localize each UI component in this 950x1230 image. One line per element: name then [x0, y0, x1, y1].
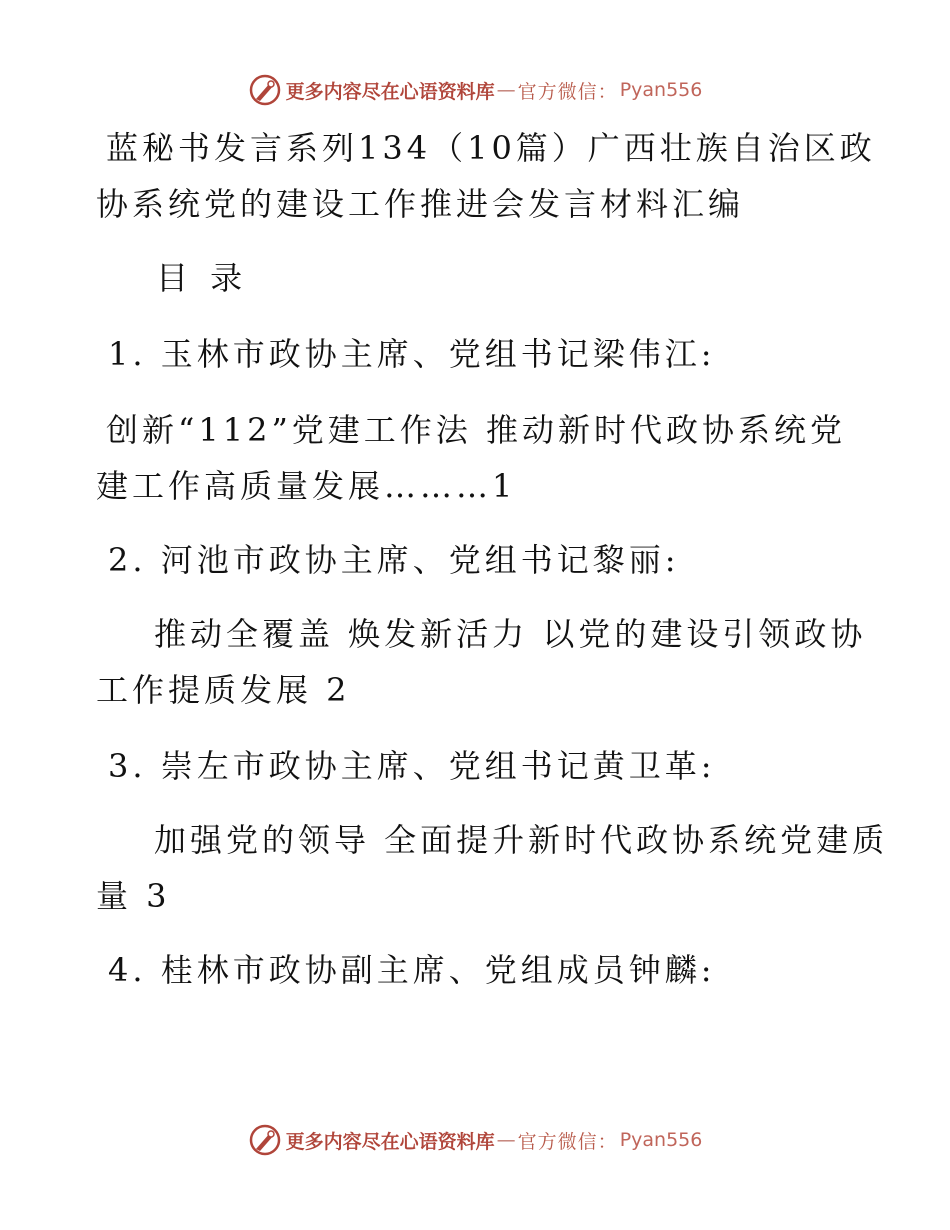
toc-item-2-title-line-2: 工作提质发展 2 — [96, 671, 351, 709]
toc-item-2-title-line-1: 推动全覆盖 焕发新活力 以党的建设引领政协 — [154, 615, 867, 653]
banner-label: 官方微信： — [517, 1130, 618, 1153]
watermark-banner-bottom — [0, 1120, 950, 1160]
banner-brand: 更多内容尽在心语资料库 — [285, 1130, 495, 1153]
toc-item-3-title-line-1: 加强党的领导 全面提升新时代政协系统党建质 — [154, 821, 889, 859]
toc-heading: 目 录 — [156, 259, 249, 297]
banner-separator: — — [496, 1129, 516, 1151]
banner-wechat-id: Pyan556 — [619, 79, 703, 101]
banner-wechat-id: Pyan556 — [619, 1129, 703, 1151]
toc-item-3-title-line-2: 量 3 — [96, 877, 171, 915]
document-title-line-1: 蓝秘书发言系列134（10篇）广西壮族自治区政 — [106, 129, 876, 167]
document-title-line-2: 协系统党的建设工作推进会发言材料汇编 — [96, 185, 745, 223]
toc-item-1-title-line-1: 创新“112”党建工作法 推动新时代政协系统党 — [106, 411, 846, 449]
pen-logo-icon — [248, 73, 282, 107]
pen-logo-icon — [248, 1123, 282, 1157]
toc-item-4-speaker: 4. 桂林市政协副主席、党组成员钟麟: — [108, 951, 716, 989]
banner-separator: — — [496, 79, 516, 101]
toc-item-2-speaker: 2. 河池市政协主席、党组书记黎丽: — [108, 541, 680, 579]
toc-item-1-speaker: 1. 玉林市政协主席、党组书记梁伟江: — [108, 335, 716, 373]
banner-brand: 更多内容尽在心语资料库 — [285, 80, 495, 103]
watermark-banner-top — [0, 70, 950, 110]
toc-item-3-speaker: 3. 崇左市政协主席、党组书记黄卫革: — [108, 747, 716, 785]
banner-label: 官方微信： — [517, 80, 618, 103]
toc-item-1-title-line-2: 建工作高质量发展………1 — [96, 467, 517, 505]
